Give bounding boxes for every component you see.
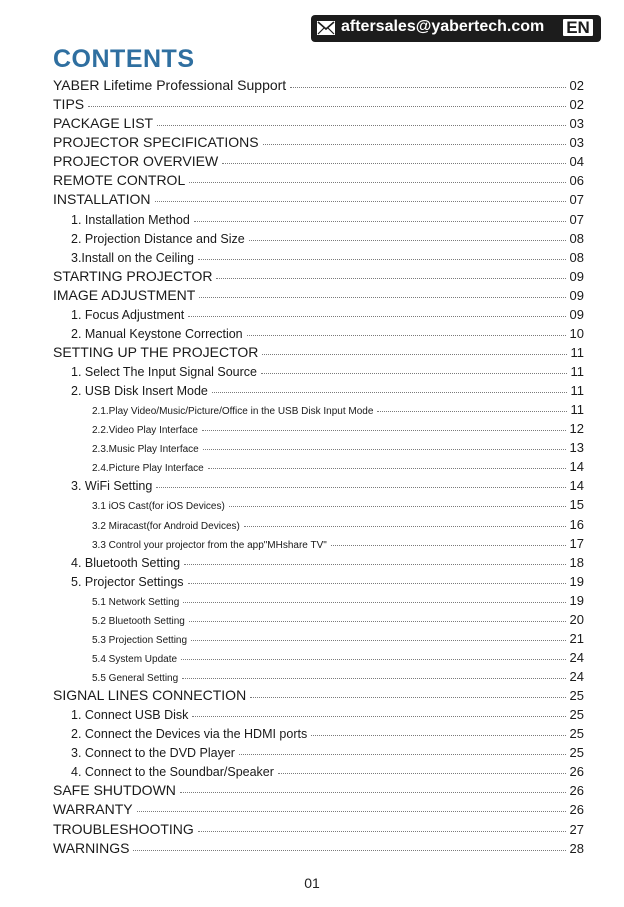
toc-dot-leader <box>194 221 566 222</box>
toc-entry[interactable] <box>0 227 624 246</box>
toc-entry-page: 08 <box>569 230 584 246</box>
toc-entry[interactable] <box>0 436 624 455</box>
toc-entry-page: 14 <box>569 478 584 494</box>
toc-entry-page: 08 <box>569 249 584 265</box>
toc-entry-page: 19 <box>569 592 584 608</box>
toc-dot-leader <box>155 201 566 202</box>
support-email[interactable]: aftersales@yabertech.com <box>341 18 545 35</box>
toc-entry-label: PROJECTOR OVERVIEW <box>53 153 219 170</box>
toc-entry[interactable] <box>0 646 624 665</box>
toc-entry-label: YABER Lifetime Professional Support <box>53 77 287 94</box>
toc-entry[interactable] <box>0 379 624 398</box>
toc-entry-page: 24 <box>569 649 584 665</box>
toc-dot-leader <box>229 506 566 507</box>
toc-dot-leader <box>198 259 566 260</box>
toc-entry-page: 11 <box>570 364 584 379</box>
toc-entry-label: 1. Focus Adjustment <box>71 307 185 322</box>
toc-entry-label: 5.1 Network Setting <box>92 596 180 608</box>
toc-entry[interactable] <box>0 532 624 551</box>
toc-entry-page: 03 <box>569 135 584 151</box>
toc-entry[interactable] <box>0 74 624 93</box>
toc-entry-page: 25 <box>569 688 584 704</box>
toc-entry-page: 18 <box>569 554 584 570</box>
toc-dot-leader <box>262 354 566 355</box>
toc-entry[interactable] <box>0 169 624 188</box>
toc-entry-label: 2.4.Picture Play Interface <box>92 463 204 475</box>
toc-entry[interactable] <box>0 703 624 722</box>
toc-entry[interactable] <box>0 93 624 112</box>
toc-dot-leader <box>199 297 565 298</box>
toc-entry-page: 09 <box>569 306 584 322</box>
toc-dot-leader <box>191 640 565 641</box>
toc-entry-page: 11 <box>570 402 584 418</box>
toc-entry-label: SIGNAL LINES CONNECTION <box>53 687 247 704</box>
toc-entry[interactable] <box>0 188 624 207</box>
toc-dot-leader <box>202 430 566 431</box>
contact-header <box>311 15 601 42</box>
toc-entry[interactable] <box>0 760 624 779</box>
toc-dot-leader <box>263 144 566 145</box>
toc-entry-page: 16 <box>569 516 584 532</box>
toc-entry-page: 07 <box>569 192 584 208</box>
toc-dot-leader <box>181 659 565 660</box>
toc-dot-leader <box>311 735 565 736</box>
toc-entry-page: 28 <box>569 840 584 856</box>
toc-dot-leader <box>290 87 565 88</box>
toc-entry[interactable] <box>0 627 624 646</box>
toc-entry-page: 09 <box>569 287 584 303</box>
toc-entry-page: 04 <box>569 154 584 170</box>
toc-entry[interactable] <box>0 265 624 284</box>
toc-dot-leader <box>239 754 566 755</box>
toc-entry-page: 13 <box>569 440 584 456</box>
toc-entry-label: 3. Connect to the DVD Player <box>71 746 235 761</box>
toc-entry[interactable] <box>0 341 624 360</box>
toc-dot-leader <box>244 526 566 527</box>
toc-entry-label: 5.4 System Update <box>92 653 178 665</box>
toc-dot-leader <box>278 773 566 774</box>
toc-entry-label: SETTING UP THE PROJECTOR <box>53 343 259 360</box>
toc-dot-leader <box>188 583 566 584</box>
toc-entry-label: 5.5 General Setting <box>92 673 179 684</box>
toc-entry-label: TIPS <box>53 96 85 113</box>
toc-dot-leader <box>247 335 566 336</box>
toc-dot-leader <box>189 621 566 622</box>
toc-entry[interactable] <box>0 722 624 741</box>
toc-entry-page: 26 <box>569 802 584 818</box>
toc-entry-page: 24 <box>569 669 584 684</box>
toc-entry[interactable] <box>0 131 624 150</box>
toc-dot-leader <box>189 182 565 183</box>
toc-entry-label: 5.2 Bluetooth Setting <box>92 615 185 627</box>
toc-dot-leader <box>331 545 566 546</box>
toc-dot-leader <box>377 411 566 412</box>
toc-entry-page: 15 <box>569 497 584 513</box>
toc-dot-leader <box>182 678 565 679</box>
toc-entry-label: SAFE SHUTDOWN <box>53 782 176 799</box>
toc-dot-leader <box>203 449 566 450</box>
toc-entry[interactable] <box>0 493 624 512</box>
toc-entry[interactable] <box>0 837 624 856</box>
toc-entry-label: 1. Installation Method <box>71 212 190 227</box>
toc-entry-page: 11 <box>570 344 584 360</box>
toc-entry-page: 02 <box>569 97 584 113</box>
toc-entry-label: 3.2 Miracast(for Android Devices) <box>92 520 240 532</box>
toc-dot-leader <box>184 564 565 565</box>
language-badge: EN <box>561 17 595 38</box>
toc-entry-label: PROJECTOR SPECIFICATIONS <box>53 134 259 151</box>
toc-entry[interactable] <box>0 779 624 798</box>
toc-entry-page: 27 <box>569 821 584 837</box>
toc-entry-page: 25 <box>569 707 584 723</box>
toc-dot-leader <box>156 487 565 488</box>
toc-entry-label: REMOTE CONTROL <box>53 172 186 189</box>
toc-entry-label: 1. Select The Input Signal Source <box>71 365 257 379</box>
toc-entry-label: WARNINGS <box>53 839 130 856</box>
toc-entry[interactable] <box>0 417 624 436</box>
toc-entry-page: 09 <box>569 268 584 284</box>
toc-dot-leader <box>180 792 566 793</box>
toc-dot-leader <box>188 316 565 317</box>
toc-entry-label: 3.1 iOS Cast(for iOS Devices) <box>92 501 225 513</box>
toc-entry[interactable] <box>0 322 624 341</box>
toc-entry[interactable] <box>0 589 624 608</box>
toc-entry-page: 26 <box>569 783 584 799</box>
toc-entry-page: 06 <box>569 173 584 189</box>
table-of-contents <box>0 74 624 856</box>
toc-entry-page: 03 <box>569 116 584 132</box>
toc-entry-label: 2. Manual Keystone Correction <box>71 326 243 341</box>
toc-entry-page: 26 <box>569 764 584 780</box>
toc-entry-label: WARRANTY <box>53 801 133 818</box>
toc-entry-label: 5. Projector Settings <box>71 574 184 589</box>
toc-dot-leader <box>157 125 565 126</box>
toc-entry-page: 17 <box>569 535 584 551</box>
toc-entry[interactable] <box>0 665 624 684</box>
toc-dot-leader <box>249 240 566 241</box>
toc-dot-leader <box>208 468 566 469</box>
toc-entry[interactable] <box>0 284 624 303</box>
toc-entry-label: 2. Projection Distance and Size <box>71 231 245 246</box>
toc-entry[interactable] <box>0 303 624 322</box>
toc-entry[interactable] <box>0 474 624 493</box>
toc-entry-page: 21 <box>569 630 584 646</box>
toc-entry-page: 12 <box>569 421 584 437</box>
toc-entry-label: 2. USB Disk Insert Mode <box>71 384 208 399</box>
toc-entry-label: 3. WiFi Setting <box>71 479 153 494</box>
toc-entry[interactable] <box>0 207 624 226</box>
toc-entry-page: 10 <box>569 325 584 341</box>
toc-dot-leader <box>133 850 565 851</box>
toc-entry[interactable] <box>0 150 624 169</box>
toc-entry[interactable] <box>0 798 624 817</box>
toc-entry[interactable] <box>0 512 624 531</box>
toc-entry-label: 1. Connect USB Disk <box>71 708 189 723</box>
toc-entry-page: 14 <box>569 459 584 475</box>
toc-entry[interactable] <box>0 570 624 589</box>
toc-entry[interactable] <box>0 608 624 627</box>
toc-dot-leader <box>137 811 566 812</box>
toc-dot-leader <box>192 716 565 717</box>
toc-entry-label: STARTING PROJECTOR <box>53 267 213 284</box>
toc-dot-leader <box>198 831 566 832</box>
toc-dot-leader <box>261 373 567 374</box>
toc-entry-page: 25 <box>569 726 584 742</box>
toc-entry-label: 2.1.Play Video/Music/Picture/Office in the USB Disk Input Mode <box>92 406 374 418</box>
toc-entry-page: 02 <box>569 78 584 94</box>
toc-entry-page: 07 <box>569 211 584 227</box>
toc-entry-label: TROUBLESHOOTING <box>53 820 194 837</box>
toc-dot-leader <box>250 697 565 698</box>
toc-dot-leader <box>88 106 565 107</box>
toc-entry[interactable] <box>0 817 624 836</box>
toc-entry-page: 19 <box>569 573 584 589</box>
toc-entry-label: 4. Connect to the Soundbar/Speaker <box>71 765 274 780</box>
toc-entry-label: INSTALLATION <box>53 191 151 208</box>
toc-dot-leader <box>183 602 565 603</box>
page-title: CONTENTS <box>53 45 195 73</box>
toc-entry[interactable] <box>0 455 624 474</box>
toc-entry-page: 11 <box>570 383 584 399</box>
toc-entry-label: 2. Connect the Devices via the HDMI ports <box>71 727 308 742</box>
page-number: 01 <box>304 875 320 891</box>
toc-entry[interactable] <box>0 112 624 131</box>
toc-entry-label: PACKAGE LIST <box>53 115 154 132</box>
toc-entry[interactable] <box>0 398 624 417</box>
toc-entry-label: 3.Install on the Ceiling <box>71 250 194 265</box>
toc-entry-label: 5.3 Projection Setting <box>92 634 188 646</box>
toc-entry[interactable] <box>0 684 624 703</box>
toc-entry-label: IMAGE ADJUSTMENT <box>53 286 196 303</box>
toc-entry-label: 3.3 Control your projector from the app"MHshare TV" <box>92 539 327 551</box>
mail-icon <box>317 21 335 35</box>
toc-entry-label: 4. Bluetooth Setting <box>71 555 181 570</box>
toc-entry-label: 2.3.Music Play Interface <box>92 444 199 456</box>
toc-dot-leader <box>212 392 567 393</box>
toc-entry[interactable] <box>0 360 624 379</box>
toc-dot-leader <box>216 278 565 279</box>
toc-entry-label: 2.2.Video Play Interface <box>92 425 198 437</box>
toc-dot-leader <box>222 163 565 164</box>
toc-entry[interactable] <box>0 246 624 265</box>
toc-entry[interactable] <box>0 551 624 570</box>
toc-entry-page: 25 <box>569 745 584 761</box>
toc-entry-page: 20 <box>569 611 584 627</box>
toc-entry[interactable] <box>0 741 624 760</box>
